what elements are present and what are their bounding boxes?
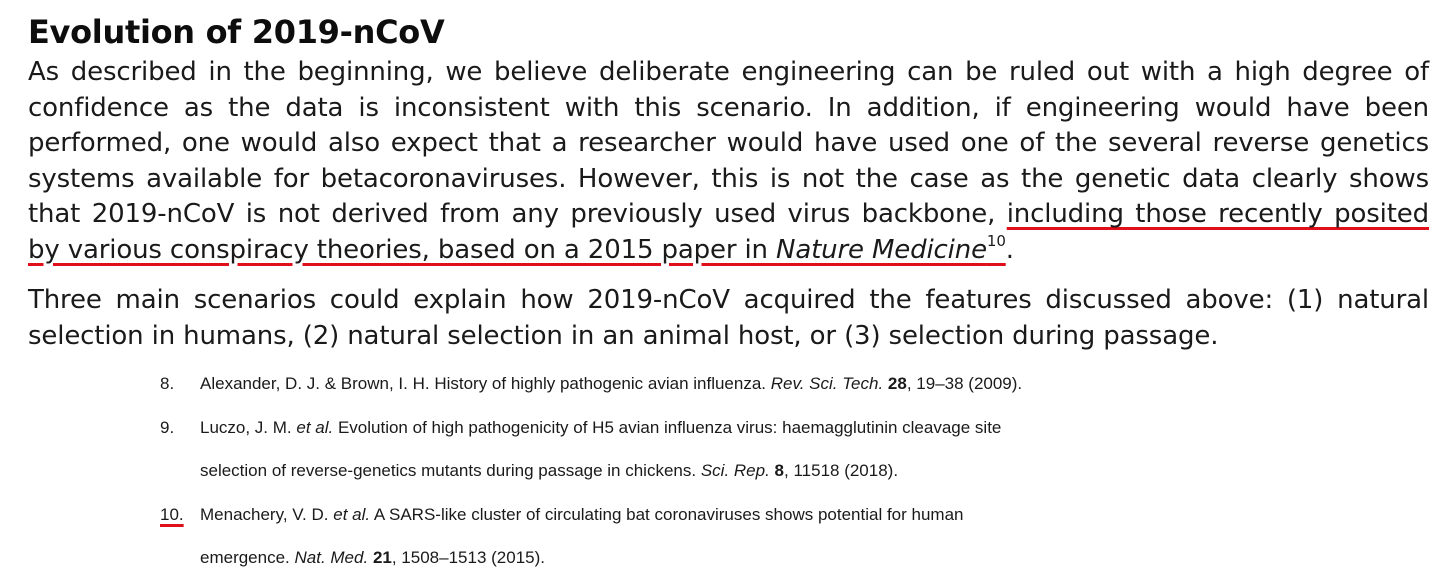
plain-text: , 11518 (2018). bbox=[784, 461, 899, 480]
paragraph-line: performed, one would also expect that a researcher would have used one of the several reverse genetics bbox=[28, 128, 1429, 158]
plain-text: selection of reverse-genetics mutants during passage in chickens. bbox=[200, 461, 701, 480]
paragraph-line bbox=[28, 197, 1429, 233]
plain-text: Menachery, V. D. bbox=[200, 505, 334, 524]
paragraph-line: systems available for betacoronaviruses. However, this is not the case as the genetic data clearly shows bbox=[28, 163, 1429, 194]
plain-text: Evolution of high pathogenicity of H5 avian influenza virus: haemagglutinin cleavage site bbox=[333, 418, 1002, 437]
plain-text: , 1508–1513 (2015). bbox=[391, 548, 545, 567]
reference-number-highlighted: 10. bbox=[160, 505, 184, 524]
highlighted-text: including those recently posited bbox=[1006, 199, 1429, 229]
plain-text: that 2019-nCoV is not derived from any previously used virus backbone, bbox=[28, 199, 1007, 229]
highlighted-text bbox=[28, 231, 1006, 265]
italic-text: Sci. Rep. bbox=[700, 461, 770, 480]
italic-text: Rev. Sci. Tech. bbox=[770, 374, 884, 393]
plain-text: , 19–38 (2009). bbox=[906, 374, 1023, 393]
plain-text: Luczo, J. M. bbox=[200, 418, 297, 437]
reference-line bbox=[200, 417, 1001, 439]
reference-line bbox=[200, 373, 1022, 395]
plain-text: Alexander, D. J. & Brown, I. H. History of highly pathogenic avian influenza. bbox=[200, 374, 771, 393]
bold-text: 21 bbox=[372, 548, 392, 567]
paragraph-line: confidence as the data is inconsistent with this scenario. In addition, if engineering would have been bbox=[28, 92, 1429, 123]
journal-name: Nature Medicine bbox=[776, 234, 987, 265]
italic-text: et al. bbox=[296, 418, 334, 437]
section-heading: Evolution of 2019-nCoV bbox=[28, 13, 445, 51]
plain-text: A SARS-like cluster of circulating bat coronaviruses shows potential for human bbox=[370, 505, 964, 524]
reference-number: 8. bbox=[160, 374, 175, 393]
reference-number: 9. bbox=[160, 418, 175, 437]
reference-line bbox=[200, 460, 898, 482]
paragraph-line bbox=[28, 233, 1429, 269]
citation-superscript: 10 bbox=[986, 231, 1006, 250]
italic-text: et al. bbox=[333, 505, 371, 524]
highlighted-text-plain: by various conspiracy theories, based on a 2015 paper in bbox=[28, 234, 777, 265]
bold-text: 28 bbox=[887, 374, 907, 393]
paragraph-line: As described in the beginning, we believe deliberate engineering can be ruled out with a high degree of bbox=[28, 57, 1429, 87]
reference-line bbox=[200, 547, 545, 569]
paragraph-line: Three main scenarios could explain how 2019-nCoV acquired the features discussed above: (1) natural bbox=[28, 285, 1429, 315]
paragraph-scenarios bbox=[28, 283, 1429, 354]
paragraph-line: selection in humans, (2) natural selection in an animal host, or (3) selection during passage. bbox=[28, 320, 1219, 351]
paragraph-evolution bbox=[28, 55, 1429, 268]
plain-text: emergence. bbox=[200, 548, 295, 567]
italic-text: Nat. Med. bbox=[294, 548, 369, 567]
reference-line bbox=[200, 504, 964, 526]
sentence-end: . bbox=[1005, 234, 1014, 265]
bold-text: 8 bbox=[774, 461, 785, 480]
